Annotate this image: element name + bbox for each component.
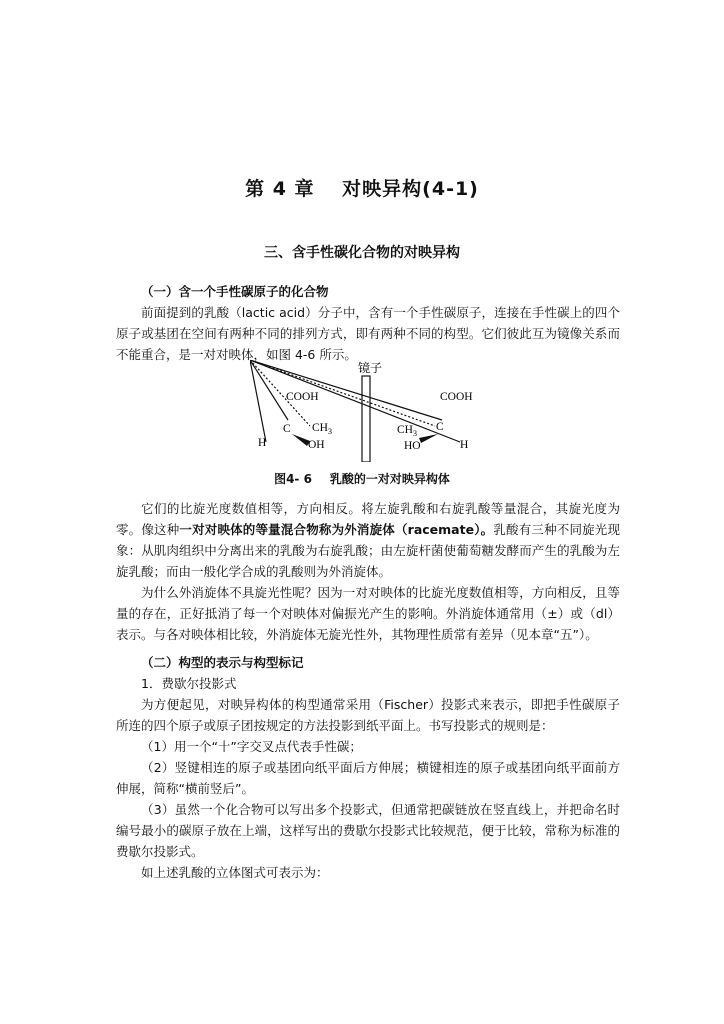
mirror-label: 镜子 [358,361,383,375]
right-ch3-sub: 3 [412,429,417,438]
right-ch3: CH [397,424,413,436]
paragraph-racemate-part2: 乳酸有三种不同旋光现象：从肌肉组织中分离出来的乳酸为右旋乳酸；由左旋杆菌使葡萄糖发酵而产生的乳酸为左旋乳酸；而由一般化学合成的乳酸则为外消旋体。 [116,522,620,579]
left-carbon: C [283,423,291,435]
figure-caption-text: 乳酸的一对对映异构体 [329,472,450,486]
mirror-line [362,376,370,462]
figure-caption [0,470,724,487]
rule-1: （1）用一个“十”字交叉点代表手性碳； [141,739,362,754]
paragraph-racemate [116,498,620,582]
svg-text:CH3 [312,422,332,436]
left-h: H [258,437,267,449]
right-bond-ch3-dashed [250,360,435,426]
left-ch3: CH [312,422,328,434]
figure-number: 图4- 6 [274,472,312,486]
right-carbon: C [436,421,444,433]
subsection-title-2: （二）构型的表示与构型标记 [141,655,304,670]
subsection-title-1: （一）含一个手性碳原子的化合物 [141,284,329,299]
paragraph-racemate-part1: 它们的比旋光度数值相等，方向相反。将左旋乳酸和右旋乳酸等量混合，其旋光度为零。像这种 [116,501,620,537]
svg-text:CH3 [397,424,417,438]
right-cooh: COOH [440,391,473,403]
right-bond-ho-wedge [419,434,438,443]
lactic-acid-enantiomer-figure [250,360,490,462]
item-fischer-title: 1．费歇尔投影式 [141,676,237,691]
paragraph-racemate-no-rotation: 为什么外消旋体不具旋光性呢？因为一对对映体的比旋光度数值相等，方向相反，且等量的存在，正好抵消了每一个对映体对偏振光产生的影响。外消旋体通常用（±）或（dl）表示。与各对映体相比较，外消旋体无旋光性外，其物理性质常有差异（见本章“五”）。 [116,585,620,642]
section-title: 三、含手性碳化合物的对映异构 [264,245,460,261]
rule-2: （2）竖键相连的原子或基团向纸平面后方伸展；横键相连的原子或基团向纸平面前方伸展，简称“横前竖后”。 [116,760,620,796]
right-bond-top [250,360,442,420]
paragraph-fischer-intro: 为方便起见，对映异构体的构型通常采用（Fischer）投影式来表示，即把手性碳原子所连的四个原子或原子团按规定的方法投影到纸平面上。书写投影式的规则是： [116,697,620,733]
left-ch3-sub: 3 [327,427,332,436]
paragraph-lactic-acid-projection: 如上述乳酸的立体图式可表示为： [141,865,329,880]
racemate-definition: 一对对映体的等量混合物称为外消旋体（racemate）。 [179,522,494,537]
right-bond-h [250,360,460,442]
right-h: H [460,439,469,451]
rule-3: （3）虽然一个化合物可以写出多个投影式，但通常把碳链放在竖直线上，并把命名时编号最小的碳原子放在上端，这样写出的费歇尔投影式比较规范，便于比较，常称为标准的费歇尔投影式。 [116,802,620,859]
right-ho: HO [404,440,421,452]
left-oh: OH [308,439,325,451]
paragraph-lactic-acid-intro: 前面提到的乳酸（lactic acid）分子中，含有一个手性碳原子，连接在手性碳上的四个原子或基团在空间有两种不同的排列方式，即有两种不同的构型。它们彼此互为镜像关系而不能重合，是一对对映体，如图 4-6 所示。 [116,305,620,362]
chapter-title: 第 4 章 对映异构(4-1) [245,178,479,200]
left-cooh: COOH [286,391,319,403]
